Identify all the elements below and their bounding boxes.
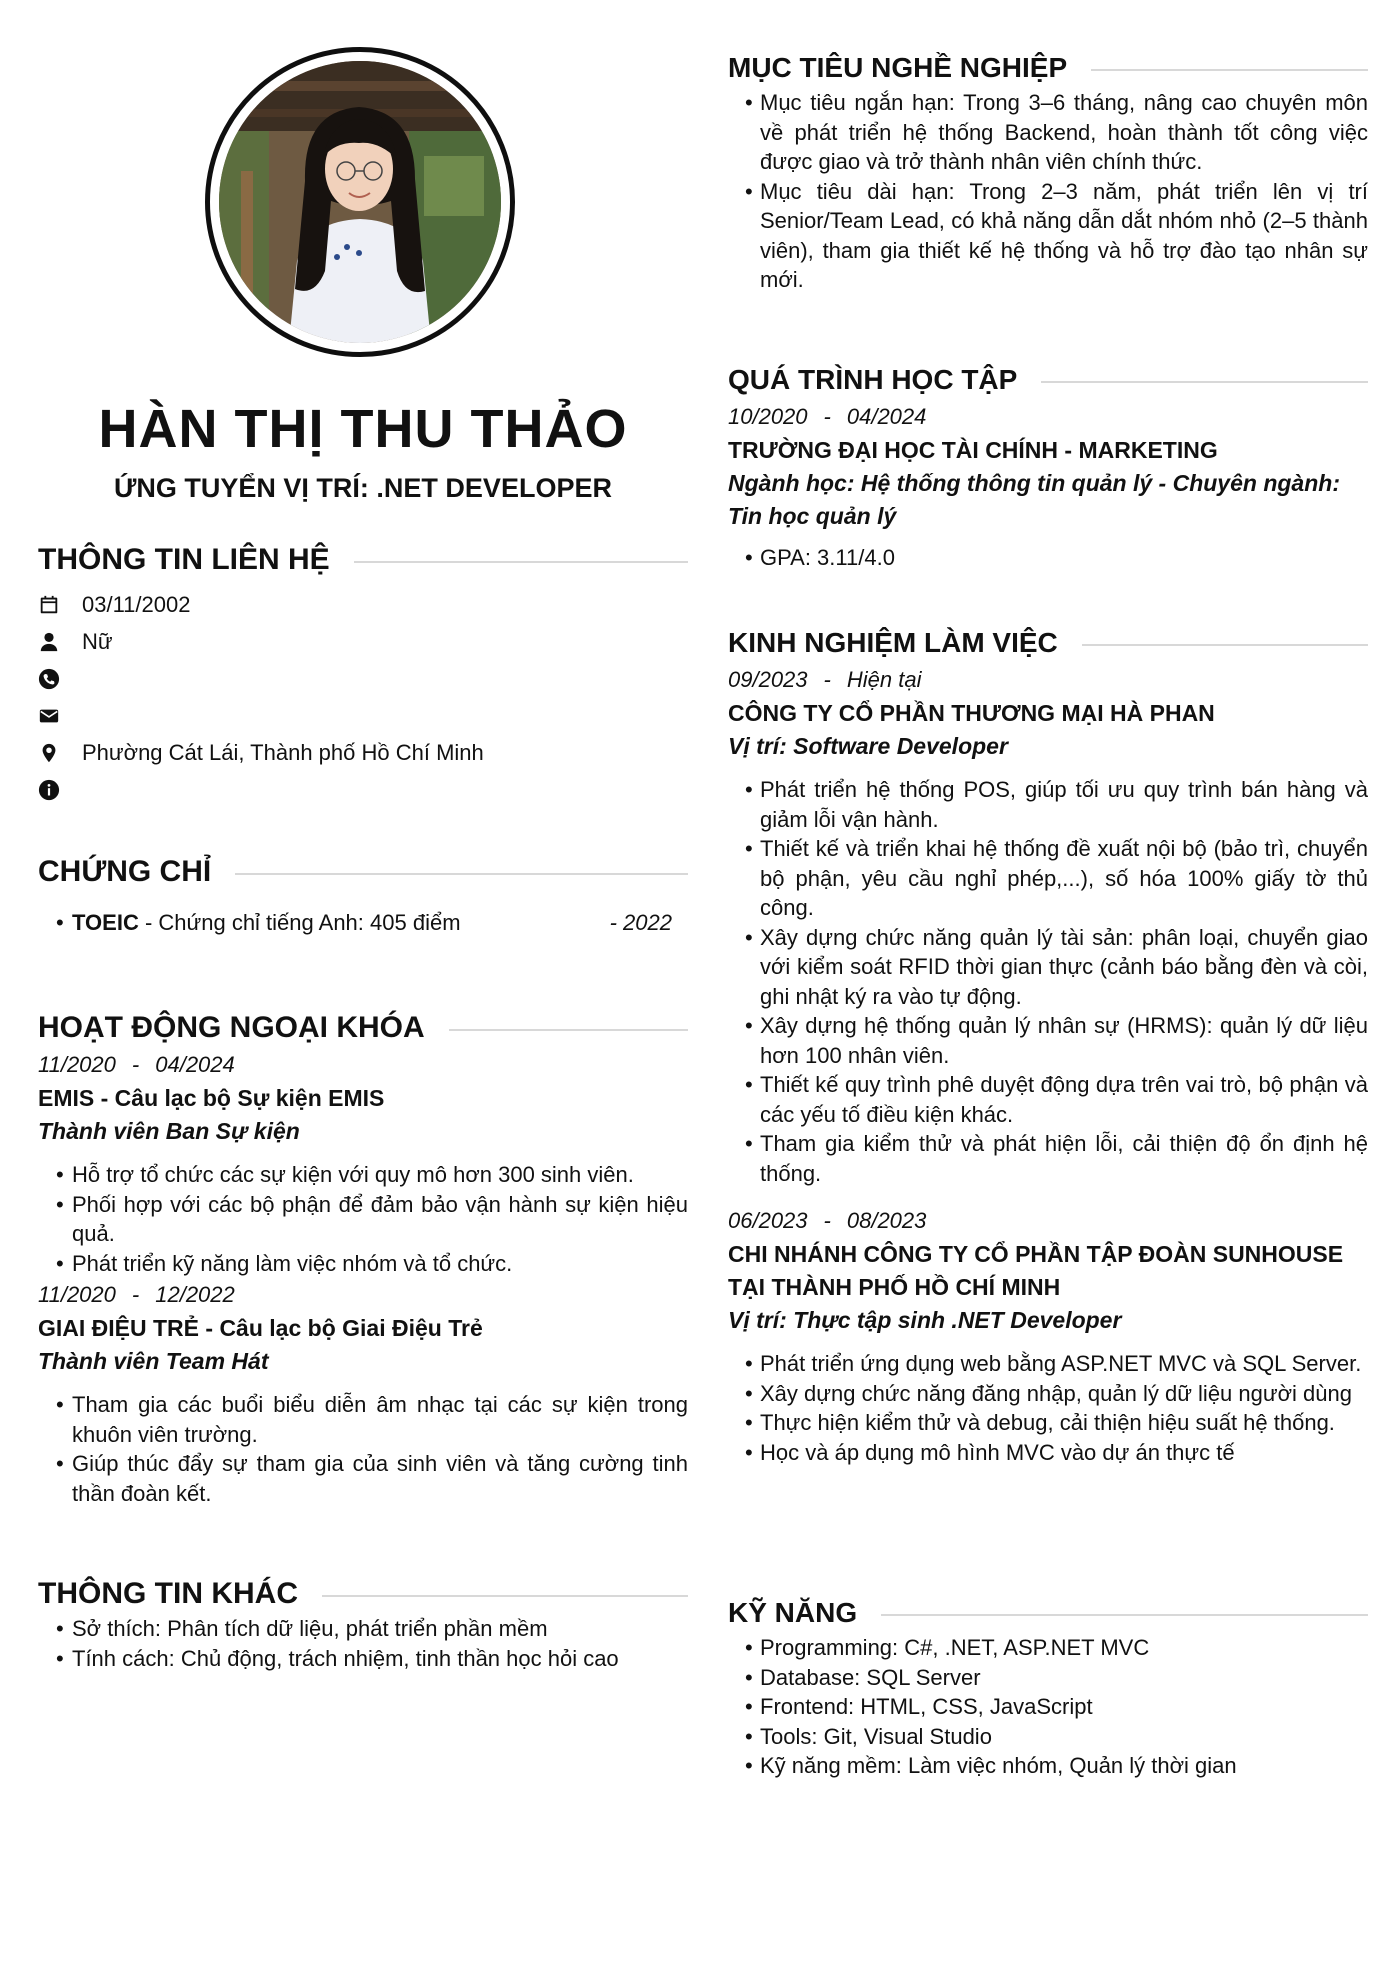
activity-role: Thành viên Ban Sự kiện [38,1118,300,1144]
section-divider [322,1595,688,1597]
email-icon [38,705,60,727]
education-date: 10/2020 - 04/2024 [728,404,927,429]
candidate-name: HÀN THỊ THU THẢO [98,399,628,459]
other-info-bullets [38,1614,688,1673]
profile-photo-illustration [219,61,501,343]
list-item: • GPA: 3.11/4.0 [728,543,1368,573]
activities-section-title: HOẠT ĐỘNG NGOẠI KHÓA [38,1011,425,1044]
birthday-value: 03/11/2002 [82,591,191,617]
education-bullets [728,543,1368,573]
contact-phone [38,660,688,697]
activity-organization: GIAI ĐIỆU TRẺ - Câu lạc bộ Giai Điệu Trẻ [38,1315,483,1341]
section-divider [1091,69,1368,71]
list-item: • Kỹ năng mềm: Làm việc nhóm, Quản lý thời gian [728,1751,1368,1781]
person-icon [38,631,60,653]
list-item: • Thiết kế quy trình phê duyệt động dựa trên vai trò, bộ phận và các yếu tố điều kiện khác. [728,1070,1368,1129]
list-item: • Phát triển hệ thống POS, giúp tối ưu quy trình bán hàng và giảm lỗi vận hành. [728,775,1368,834]
list-item: • Thiết kế và triển khai hệ thống đề xuất nội bộ (bảo trì, chuyển bộ phận, yêu cầu nghỉ phép,...), số hóa 100% giấy tờ thủ công. [728,834,1368,923]
objective-bullets [728,88,1368,295]
activities-section [38,1008,688,1508]
list-item: • Xây dựng chức năng đăng nhập, quản lý dữ liệu người dùng [728,1379,1368,1409]
list-item: • Tính cách: Chủ động, trách nhiệm, tinh thần học hỏi cao [38,1644,688,1674]
job-role: Vị trí: Software Developer [728,733,1008,759]
section-divider [881,1614,1368,1616]
skills-section [728,1593,1368,1781]
certificate-item [38,908,688,938]
company-name: CHI NHÁNH CÔNG TY CỔ PHẦN TẬP ĐOÀN SUNHOUSE TẠI THÀNH PHỐ HỒ CHÍ MINH [728,1241,1344,1300]
address-value: Phường Cát Lái, Thành phố Hồ Chí Minh [82,739,484,765]
list-item: • Giúp thúc đẩy sự tham gia của sinh viên và tăng cường tinh thần đoàn kết. [38,1449,688,1508]
certificate-name: TOEIC [72,910,139,935]
job-date: 09/2023 - Hiện tại [728,667,922,692]
job-role: Vị trí: Thực tập sinh .NET Developer [728,1307,1122,1333]
school-name: TRƯỜNG ĐẠI HỌC TÀI CHÍNH - MARKETING [728,437,1218,463]
list-item: • Phát triển ứng dụng web bằng ASP.NET MVC và SQL Server. [728,1349,1368,1379]
objective-section [728,48,1368,295]
avatar [205,47,515,357]
list-item: • Học và áp dụng mô hình MVC vào dự án thực tế [728,1438,1368,1468]
education-section [728,360,1368,573]
job-bullets [728,775,1368,1188]
company-name: CÔNG TY CỔ PHẦN THƯƠNG MẠI HÀ PHAN [728,700,1215,726]
job-item [728,1208,1368,1467]
other-info-section-title: THÔNG TIN KHÁC [38,1577,298,1610]
list-item: • Xây dựng hệ thống quản lý nhân sự (HRMS): quản lý dữ liệu hơn 100 nhân viên. [728,1011,1368,1070]
activity-bullets [38,1390,688,1508]
contact-email [38,697,688,734]
list-item: • Mục tiêu dài hạn: Trong 2–3 năm, phát triển lên vị trí Senior/Team Lead, có khả năng dẫn dắt nhóm nhỏ (2–5 thành viên), tham gia thiết kế hệ thống và hỗ trợ đào tạo nhân sự mới. [728,177,1368,295]
activity-role: Thành viên Team Hát [38,1348,269,1374]
section-divider [1041,381,1368,383]
certificate-year: - 2022 [609,910,672,935]
list-item: • Mục tiêu ngắn hạn: Trong 3–6 tháng, nâng cao chuyên môn về phát triển hệ thống Backend, hoàn thành tốt công việc được giao và trở thành nhân viên chính thức. [728,88,1368,177]
activity-date: 11/2020 - 12/2022 [38,1282,235,1307]
section-divider [449,1029,688,1031]
activity-item [38,1052,688,1278]
contact-birthday [38,586,688,623]
list-item: • Programming: C#, .NET, ASP.NET MVC [728,1633,1368,1663]
education-major: Ngành học: Hệ thống thông tin quản lý - Chuyên ngành: Tin học quản lý [728,470,1340,529]
job-item [728,667,1368,1188]
contact-address [38,734,688,771]
section-divider [1082,644,1368,646]
list-item: • Xây dựng chức năng quản lý tài sản: phân loại, chuyển giao với kiểm soát RFID thời gian thực (cảnh báo bằng đèn và còi, ghi nhật ký ra vào tự động. [728,923,1368,1012]
list-item: • Database: SQL Server [728,1663,1368,1693]
gender-value: Nữ [82,628,113,654]
activity-date: 11/2020 - 04/2024 [38,1052,235,1077]
candidate-position: ỨNG TUYỂN VỊ TRÍ: .NET DEVELOPER [114,473,612,503]
activity-item [38,1282,688,1508]
certificates-section-title: CHỨNG CHỈ [38,855,212,888]
contact-section-title: THÔNG TIN LIÊN HỆ [38,543,330,576]
contact-section [38,540,688,808]
phone-icon [38,668,60,690]
activity-bullets [38,1160,688,1278]
list-item: • Tools: Git, Visual Studio [728,1722,1368,1752]
contact-gender [38,623,688,660]
location-icon [38,742,60,764]
section-divider [235,873,688,875]
list-item: • Hỗ trợ tổ chức các sự kiện với quy mô hơn 300 sinh viên. [38,1160,688,1190]
skills-section-title: KỸ NĂNG [728,1597,858,1628]
certificates-section [38,852,688,938]
objective-section-title: MỤC TIÊU NGHỀ NGHIỆP [728,52,1068,83]
list-item: • Phối hợp với các bộ phận để đảm bảo vận hành sự kiện hiệu quả. [38,1190,688,1249]
calendar-icon [38,594,60,616]
job-date: 06/2023 - 08/2023 [728,1208,927,1233]
list-item: • Phát triển kỹ năng làm việc nhóm và tổ chức. [38,1249,688,1279]
list-item: • Tham gia kiểm thử và phát hiện lỗi, cải thiện độ ổn định hệ thống. [728,1129,1368,1188]
activity-organization: EMIS - Câu lạc bộ Sự kiện EMIS [38,1085,385,1111]
list-item: • Frontend: HTML, CSS, JavaScript [728,1692,1368,1722]
list-item: • Thực hiện kiểm thử và debug, cải thiện hiệu suất hệ thống. [728,1408,1368,1438]
other-info-section [38,1574,688,1673]
section-divider [354,561,688,563]
list-item: • Tham gia các buổi biểu diễn âm nhạc tại các sự kiện trong khuôn viên trường. [38,1390,688,1449]
job-bullets [728,1349,1368,1467]
skills-bullets [728,1633,1368,1781]
experience-section-title: KINH NGHIỆM LÀM VIỆC [728,627,1058,658]
certificate-desc: - Chứng chỉ tiếng Anh: 405 điểm [138,910,461,935]
list-item: • Sở thích: Phân tích dữ liệu, phát triển phần mềm [38,1614,688,1644]
profile-photo [219,61,501,343]
experience-section [728,623,1368,1467]
contact-info [38,771,688,808]
education-section-title: QUÁ TRÌNH HỌC TẬP [728,364,1018,395]
info-icon [38,779,60,801]
